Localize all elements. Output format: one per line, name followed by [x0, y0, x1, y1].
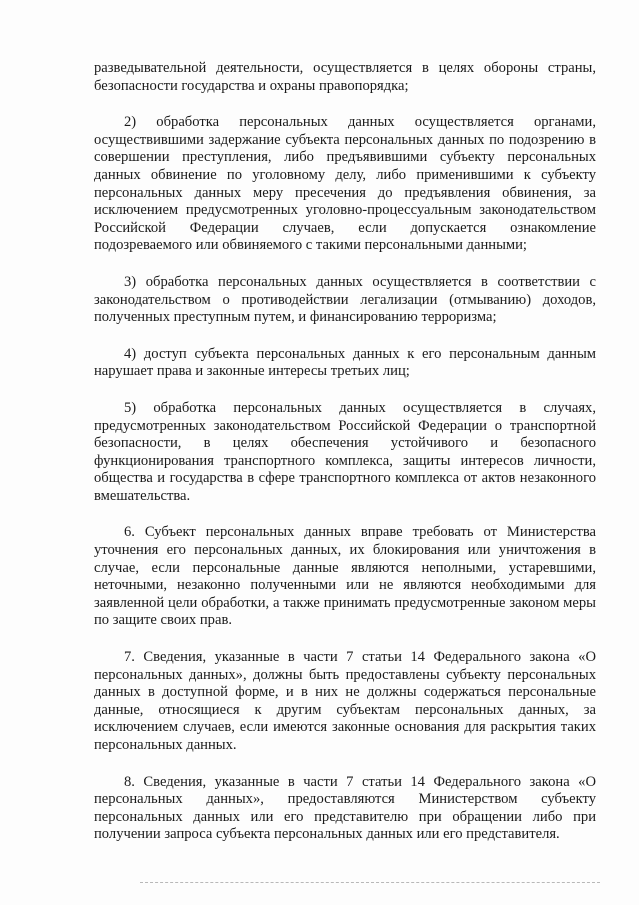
- document-body: [94, 60, 596, 863]
- paragraph-clause-6: 6. Субъект персональных данных вправе требовать от Министерства уточнения его персональных данных, их блокирования или уничтожения в случае, если персональные данные являются неполными, устаревшими, неточными, незаконно полученными или не являются необходимыми для заявленной цели обработки, а также принимать предусмотренные законом меры по защите своих прав.: [94, 524, 596, 629]
- paragraph-item-4: 4) доступ субъекта персональных данных к его персональным данным нарушает права и законные интересы третьих лиц;: [94, 345, 596, 380]
- page-bottom-divider: [140, 882, 600, 883]
- paragraph-item-3: 3) обработка персональных данных осуществляется в соответствии с законодательством о противодействии легализации (отмыванию) доходов, полученных преступным путем, и финансированию терроризма;: [94, 273, 596, 326]
- paragraph-item-5: 5) обработка персональных данных осуществляется в случаях, предусмотренных законодательством Российской Федерации о транспортной безопасности, в целях обеспечения устойчивого и безопасного функционирования транспортного комплекса, защиты интересов личности, общества и государства в сфере транспортного комплекса от актов незаконного вмешательства.: [94, 399, 596, 504]
- paragraph-clause-8: 8. Сведения, указанные в части 7 статьи 14 Федерального закона «О персональных данных», предоставляются Министерством субъекту персональных данных или его представителю при обращении либо при получении запроса субъекта персональных данных или его представителя.: [94, 773, 596, 843]
- paragraph-clause-7: 7. Сведения, указанные в части 7 статьи 14 Федерального закона «О персональных данных», должны быть предоставлены субъекту персональных данных в доступной форме, и в них не должны содержаться персональные данные, относящиеся к другим субъектам персональных данных, за исключением случаев, если имеются законные основания для раскрытия таких персональных данных.: [94, 649, 596, 753]
- paragraph-continuation: разведывательной деятельности, осуществляется в целях обороны страны, безопасности государства и охраны правопорядка;: [94, 60, 596, 94]
- paragraph-item-2: 2) обработка персональных данных осуществляется органами, осуществившими задержание субъекта персональных данных по подозрению в совершении преступления, либо предъявившими субъекту персональных данных обвинение по уголовному делу, либо применившими к субъекту персональных данных меру пресечения до предъявления обвинения, за исключением предусмотренных уголовно-процессуальным законодательством Российской Федерации случаев, если допускается ознакомление подозреваемого или обвиняемого с такими персональными данными;: [94, 114, 596, 254]
